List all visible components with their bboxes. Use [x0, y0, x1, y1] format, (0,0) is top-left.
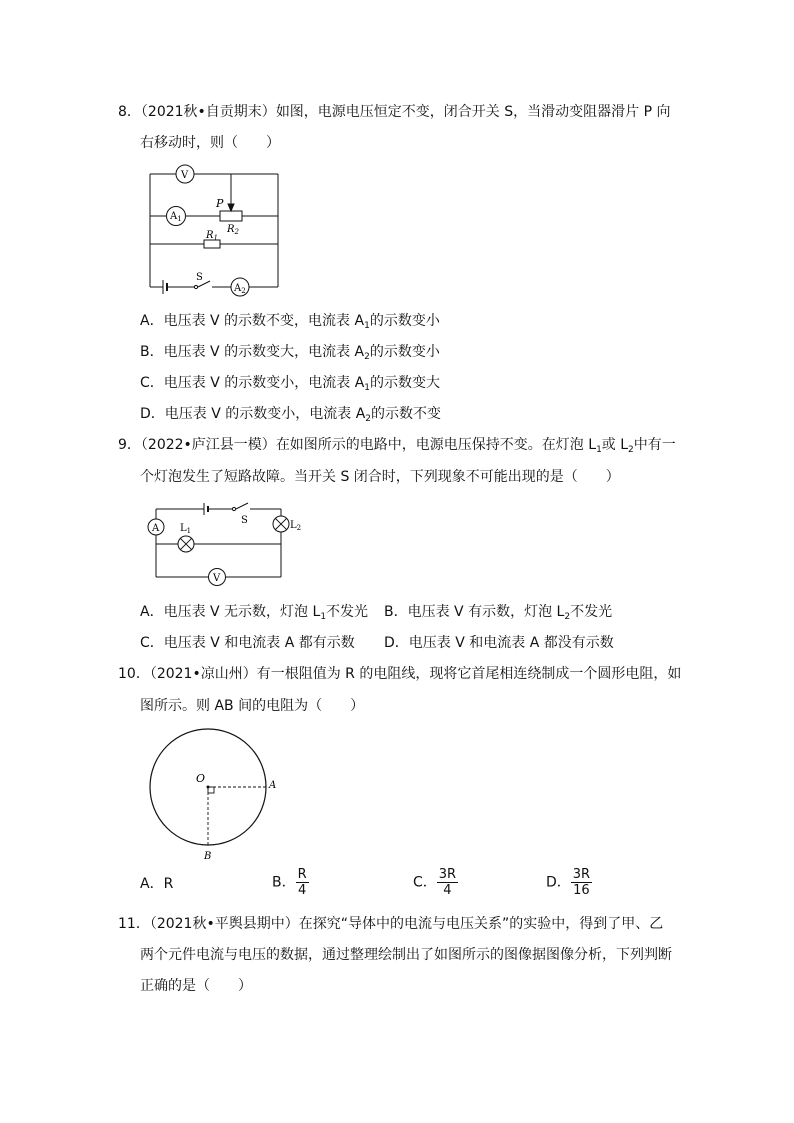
option-label: C．	[413, 874, 437, 891]
q9-stem-line2: 个灯泡发生了短路故障。当开关 S 闭合时，下列现象不可能出现的是（ ）	[140, 469, 620, 485]
option-text-end: 不发光	[570, 604, 613, 620]
option-sub: 2	[365, 414, 372, 424]
option-label: B．	[140, 344, 164, 360]
option-text: 电压表 V 无示数，灯泡 L	[163, 604, 321, 620]
q8-stem-text1: 如图，电源电压恒定不变，闭合开关 S，当滑动变阻器滑片 P 向	[275, 104, 671, 120]
option-label: B．	[384, 604, 408, 620]
q9-fig-a: A	[152, 523, 160, 534]
q8-fig-r2: $R_2$	[227, 224, 239, 236]
option-text: 电压表 V 的示数变小，电流表 A	[163, 375, 365, 391]
q10-source: （2021•凉山州）	[149, 666, 257, 682]
q11-stem-line1	[118, 914, 663, 934]
q8-number: 8．	[118, 104, 141, 120]
q8-option-a[interactable]	[140, 311, 440, 331]
q8-fig-a2: $A_2$	[234, 283, 246, 295]
q10-option-a[interactable]	[140, 874, 173, 894]
q11-number: 11．	[118, 916, 150, 932]
option-label: C．	[140, 635, 164, 651]
q8-fig-a1: $A_1$	[170, 211, 182, 223]
option-label: B．	[272, 874, 296, 891]
fraction-numerator: 3R	[572, 867, 591, 882]
q8-stem-line2: 右移动时，则（ ）	[140, 135, 280, 151]
q9-fig-l1: $L_1$	[180, 523, 192, 535]
option-label: C．	[140, 375, 164, 391]
q9-stem-line1	[118, 435, 676, 455]
q9-fig-v: V	[213, 573, 221, 584]
q9-stem-sub2: 2	[628, 445, 634, 455]
q8-fig-p: P	[216, 197, 224, 210]
q10-fig-b: B	[204, 851, 212, 862]
option-text-end: 的示数不变	[371, 406, 442, 422]
fraction	[296, 867, 309, 898]
option-label: A．	[140, 604, 164, 620]
option-label: D．	[384, 635, 409, 651]
option-text: 电压表 V 的示数不变，电流表 A	[163, 313, 365, 329]
q9-fig-l2: $L_2$	[290, 520, 302, 532]
option-text: 电压表 V 有示数，灯泡 L	[407, 604, 565, 620]
q10-fig-o: O	[196, 772, 206, 785]
q9-stem-text-b: 或 L	[601, 437, 629, 453]
fraction-numerator: R	[297, 867, 307, 882]
q10-circle-diagram	[140, 718, 290, 866]
q10-stem-text1: 有一根阻值为 R 的电阻线，现将它首尾相连绕制成一个圆形电阻，如	[256, 666, 682, 682]
option-sub: 1	[364, 383, 371, 393]
q10-stem-line2: 图所示。则 AB 间的电阻为（ ）	[140, 698, 365, 714]
option-label: A．	[140, 313, 164, 329]
q9-option-a[interactable]	[140, 602, 368, 622]
q9-option-c[interactable]	[140, 633, 355, 653]
q9-stem-text-c: 中有一	[633, 437, 676, 453]
option-text-end: 的示数变小	[369, 313, 440, 329]
q10-fig-a: A	[269, 780, 277, 791]
q8-fig-v: V	[181, 170, 189, 181]
option-text-end: 不发光	[326, 604, 369, 620]
option-text-end: 的示数变小	[369, 344, 440, 360]
option-label: D．	[140, 406, 165, 422]
q8-fig-s: S	[196, 272, 203, 283]
q9-source: （2022•庐江县一模）	[140, 437, 276, 453]
option-text: 电压表 V 的示数变大，电流表 A	[163, 344, 365, 360]
q9-option-d[interactable]	[384, 633, 614, 653]
option-sub: 1	[320, 612, 327, 622]
option-text-end: 的示数变大	[370, 375, 441, 391]
q8-stem-line1	[118, 102, 671, 122]
option-text: R	[163, 876, 174, 892]
q8-option-b[interactable]	[140, 342, 440, 362]
q11-stem-line2: 两个元件电流与电压的数据，通过整理绘制出了如图所示的图像据图像分析，下列判断	[140, 947, 672, 963]
fraction	[437, 867, 458, 898]
q10-option-d[interactable]	[546, 867, 592, 898]
fraction	[571, 867, 592, 898]
option-text: 电压表 V 和电流表 A 都没有示数	[408, 635, 614, 651]
q11-stem-text1: 在探究“导体中的电流与电压关系”的实验中，得到了甲、乙	[298, 916, 664, 932]
q10-number: 10．	[118, 666, 150, 682]
q9-option-b[interactable]	[384, 602, 612, 622]
option-label: D．	[546, 874, 571, 891]
q8-circuit-diagram	[140, 160, 290, 305]
q8-fig-r1: $R_1$	[206, 230, 218, 242]
option-text: 电压表 V 的示数变小，电流表 A	[164, 406, 366, 422]
q8-source: （2021秋•自贡期末）	[140, 104, 276, 120]
q9-number: 9．	[118, 437, 141, 453]
q9-stem-sub1: 1	[596, 445, 602, 455]
q10-option-b[interactable]	[272, 867, 309, 898]
q8-option-c[interactable]	[140, 373, 440, 393]
q8-option-d[interactable]	[140, 404, 441, 424]
option-text: 电压表 V 和电流表 A 都有示数	[163, 635, 355, 651]
fraction-denominator: 4	[297, 883, 307, 898]
q9-fig-s: S	[241, 515, 248, 526]
q10-stem-line1	[118, 664, 681, 684]
q11-source: （2021秋•平舆县期中）	[149, 916, 299, 932]
q9-stem-text-a: 在如图所示的电路中，电源电压保持不变。在灯泡 L	[275, 437, 597, 453]
q9-circuit-diagram	[140, 497, 310, 587]
fraction-denominator: 4	[443, 883, 452, 898]
option-sub: 1	[364, 321, 370, 331]
q11-stem-line3: 正确的是（ ）	[140, 978, 252, 994]
option-sub: 2	[364, 352, 370, 362]
fraction-numerator: 3R	[438, 867, 457, 882]
option-label: A．	[140, 876, 164, 892]
fraction-denominator: 16	[573, 883, 590, 898]
option-sub: 2	[564, 612, 571, 622]
q10-option-c[interactable]	[413, 867, 458, 898]
